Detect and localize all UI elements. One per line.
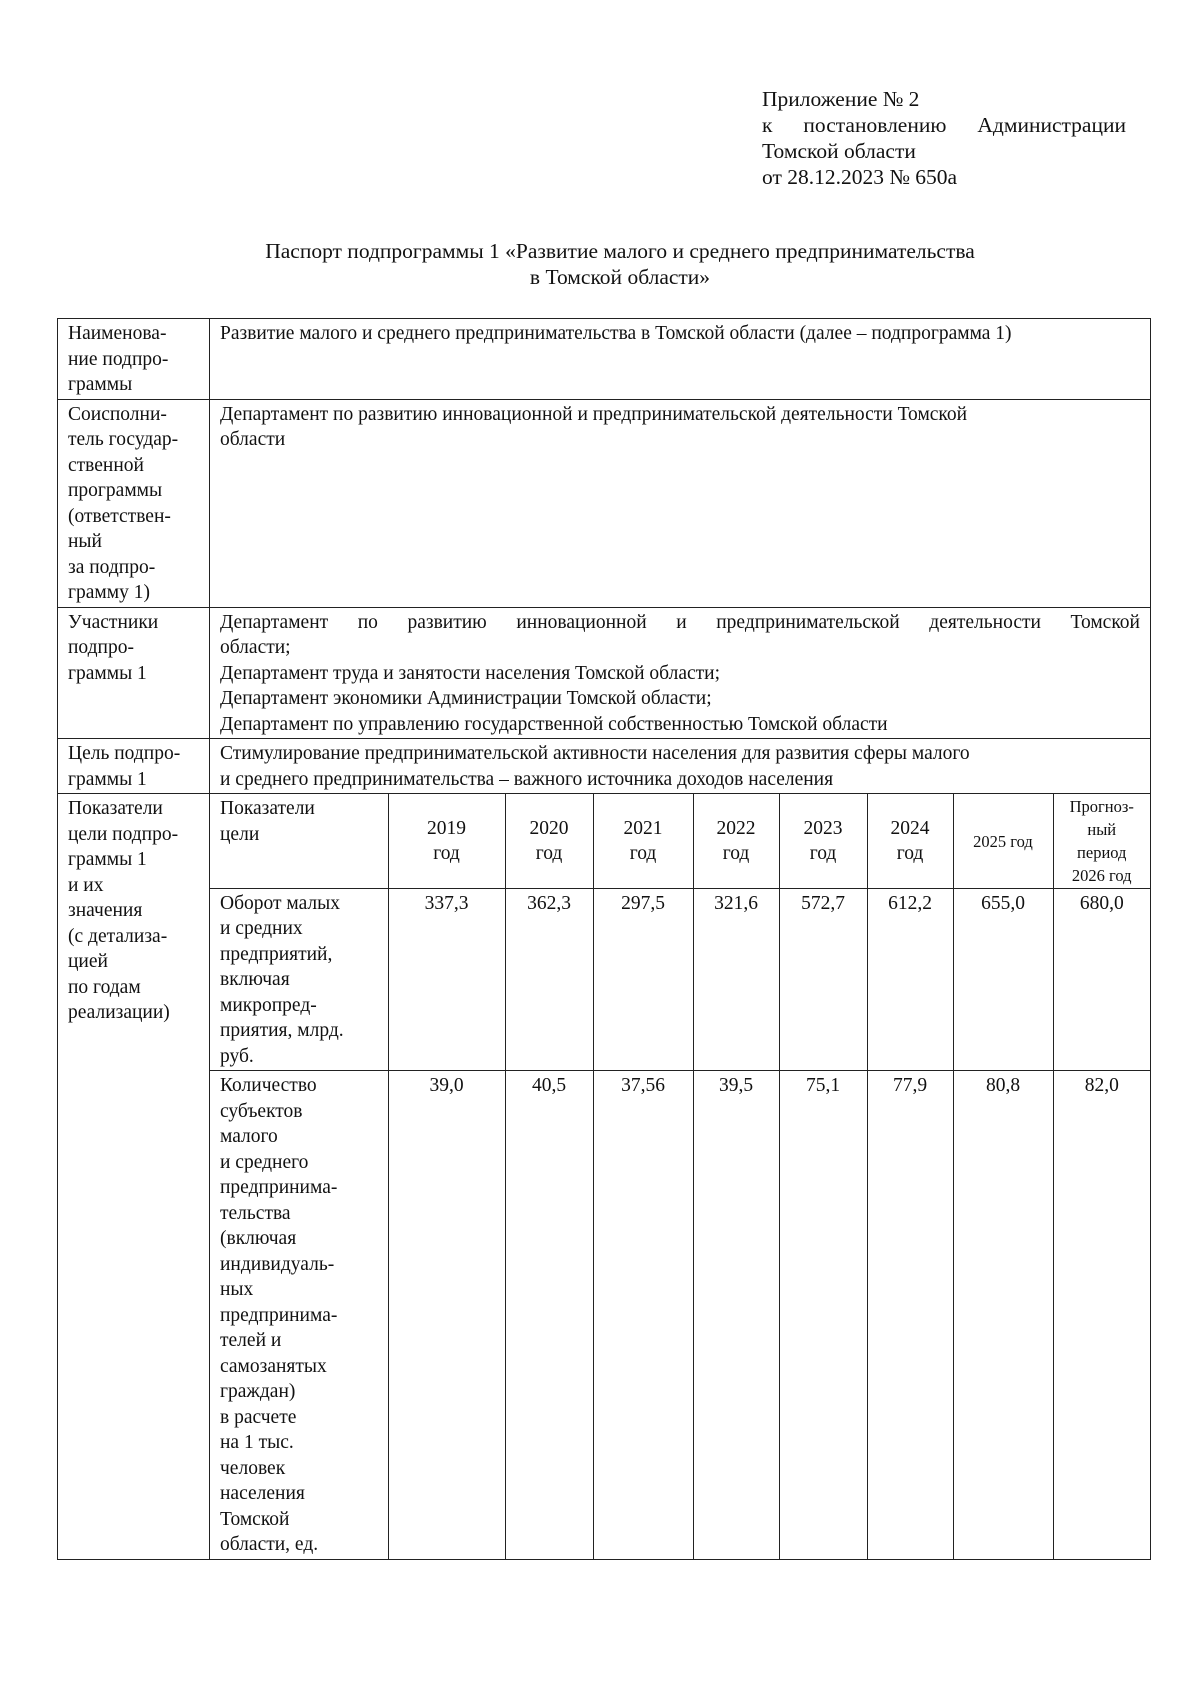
row-indicators [58,794,1151,1560]
value-cell: 612,2 [867,888,953,1071]
indicator-name: Количество субъектов малого и среднего предпринима- тельства (включая индивидуаль- ных предпринима- телей и самозанятых граждан) в расчете на 1 тыс. человек населения Томской области, ед. [210,1071,388,1559]
row-value: Департамент по развитию инновационной и предпринимательской деятельности Томской области; Департамент труда и занятости населения Томской области; Департамент экономики Администрации Томской области; Департамент по управлению государственной собственностью Томской области [210,607,1151,739]
header-year-2021: 2021 год [593,794,693,888]
row-goal [58,739,1151,794]
header-year-2025: 2025 год [953,794,1053,888]
row-label: Участники подпро- граммы 1 [58,607,210,739]
indicators-header-row [210,794,1150,888]
value-cell: 321,6 [693,888,779,1071]
value-cell: 40,5 [505,1071,593,1559]
value-cell: 297,5 [593,888,693,1071]
document-title: Паспорт подпрограммы 1 «Развитие малого и среднего предпринимательства в Томской области» [265,239,975,289]
header-year-2022: 2022 год [693,794,779,888]
row-label: Показатели цели подпро- граммы 1 и их значения (с детализа- цией по годам реализации) [58,794,210,1560]
header-year-2019: 2019 год [388,794,505,888]
indicators-table [210,794,1150,1559]
header-year-2024: 2024 год [867,794,953,888]
indicator-name: Оборот малых и средних предприятий, включая микропред- приятия, млрд. руб. [210,888,388,1071]
value-cell: 82,0 [1053,1071,1150,1559]
value-cell: 655,0 [953,888,1053,1071]
appendix-block [762,86,1126,190]
header-forecast: Прогноз- ный период 2026 год [1053,794,1150,888]
row-label: Наименова- ние подпро- граммы [58,319,210,400]
value-cell: 77,9 [867,1071,953,1559]
value-cell: 37,56 [593,1071,693,1559]
row-label: Соисполни- тель государ- ственной программы (ответствен- ный за подпро- грамму 1) [58,399,210,607]
value-cell: 362,3 [505,888,593,1071]
passport-table [57,318,1151,1560]
value-cell: 39,0 [388,1071,505,1559]
header-year-2023: 2023 год [779,794,867,888]
indicator-row-sme-count [210,1071,1150,1559]
row-participants [58,607,1151,739]
appendix-number: Приложение № 2 [762,87,920,111]
value-cell: 80,8 [953,1071,1053,1559]
header-indicator: Показатели цели [210,794,388,888]
appendix-decree-line: к постановлению Администрации [762,113,1126,137]
row-coexecutor [58,399,1151,607]
value-cell: 337,3 [388,888,505,1071]
value-cell: 39,5 [693,1071,779,1559]
header-year-2020: 2020 год [505,794,593,888]
value-cell: 572,7 [779,888,867,1071]
appendix-region: Томской области [762,139,916,163]
row-value: Департамент по развитию инновационной и предпринимательской деятельности Томской области [210,399,1151,607]
appendix-date: от 28.12.2023 № 650а [762,165,958,189]
row-label: Цель подпро- граммы 1 [58,739,210,794]
row-value: Стимулирование предпринимательской активности населения для развития сферы малого и среднего предпринимательства – важного источника доходов населения [210,739,1151,794]
row-value: Развитие малого и среднего предпринимательства в Томской области (далее – подпрограмма 1) [210,319,1151,400]
value-cell: 680,0 [1053,888,1150,1071]
indicator-row-turnover [210,888,1150,1071]
row-name [58,319,1151,400]
indicators-cell [210,794,1151,1560]
value-cell: 75,1 [779,1071,867,1559]
